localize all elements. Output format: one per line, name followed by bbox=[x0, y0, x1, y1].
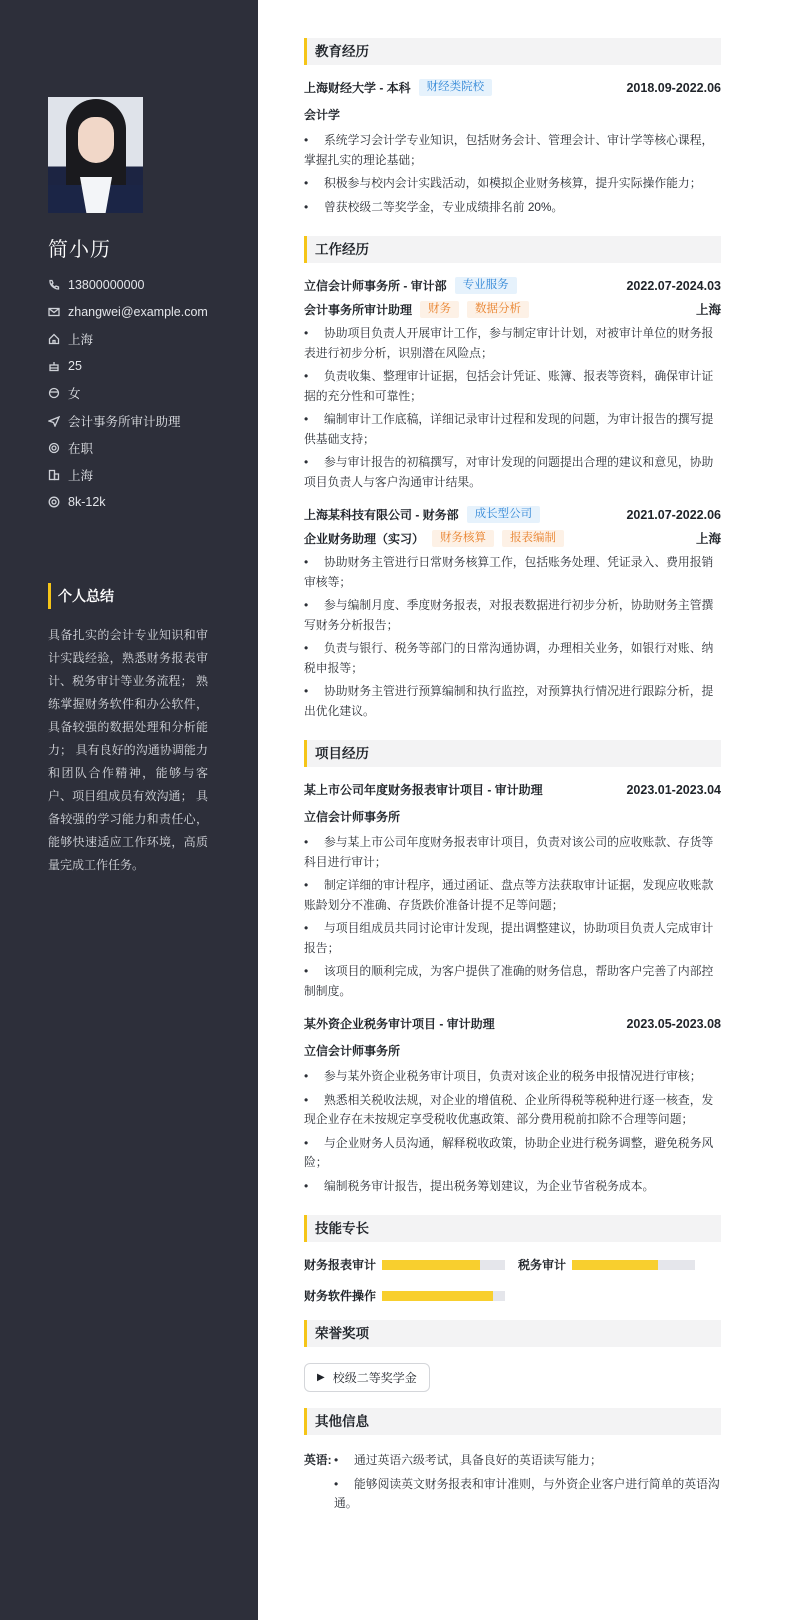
mail-icon bbox=[48, 306, 60, 318]
phone-icon bbox=[48, 279, 60, 291]
gear-icon bbox=[48, 442, 60, 454]
role-tag: 数据分析 bbox=[467, 301, 529, 318]
company-tag: 专业服务 bbox=[455, 277, 517, 294]
list-item: • 编制审计工作底稿，详细记录审计过程和发现的问题，为审计报告的撰写提供基础支持； bbox=[304, 410, 721, 449]
job-date: 2021.07-2022.06 bbox=[626, 507, 721, 522]
contact-status: 在职 bbox=[48, 434, 208, 461]
summary-text: 具备扎实的会计专业知识和审计实践经验，熟悉财务报表审计、税务审计等业务流程； 熟练掌握财务软件和办公软件，具备较强的数据处理和分析能力； 具有良好的沟通协调能力和团队合作精神，能够与客户、项目组成员有效沟通； 具备较强的学习能力和责任心，能够快速适应工作环境，高质量完成工作任务。 bbox=[48, 628, 208, 872]
cake-icon bbox=[48, 360, 60, 372]
education-major: 会计学 bbox=[304, 108, 341, 122]
list-item: • 能够阅读英文财务报表和审计准则，与外资企业客户进行简单的英语沟通。 bbox=[334, 1475, 721, 1514]
award-item[interactable] bbox=[304, 1363, 430, 1392]
job-bullets bbox=[304, 324, 721, 492]
job-row bbox=[304, 277, 721, 294]
role-row bbox=[304, 529, 721, 547]
building-icon bbox=[48, 469, 60, 481]
profile-photo bbox=[48, 97, 143, 213]
skill-bar bbox=[382, 1260, 505, 1270]
role-tag: 报表编制 bbox=[502, 530, 564, 547]
job-row bbox=[304, 506, 721, 523]
list-item: • 该项目的顺利完成，为客户提供了准确的财务信息，帮助客户完善了内部控制制度。 bbox=[304, 962, 721, 1001]
project-name: 某外资企业税务审计项目 - 审计助理 bbox=[304, 1017, 495, 1031]
role-row bbox=[304, 300, 721, 318]
skill-bar bbox=[382, 1291, 505, 1301]
education-bullets bbox=[304, 131, 721, 217]
play-icon: ▶ bbox=[317, 1372, 325, 1383]
list-item: • 曾获校级二等奖学金，专业成绩排名前 20%。 bbox=[304, 198, 721, 218]
list-item: • 参与编制月度、季度财务报表，对报表数据进行初步分析，协助财务主管撰写财务分析报告； bbox=[304, 596, 721, 635]
list-item: • 熟悉相关税收法规，对企业的增值税、企业所得税等税种进行逐一核查，发现企业存在未按规定享受税收优惠政策、部分费用税前扣除不合理等问题； bbox=[304, 1091, 721, 1130]
send-icon bbox=[48, 415, 60, 427]
list-item: • 参与审计报告的初稿撰写，对审计发现的问题提出合理的建议和意见，协助项目负责人与客户沟通审计结果。 bbox=[304, 453, 721, 492]
contact-phone: 13800000000 bbox=[48, 271, 208, 298]
project-row bbox=[304, 781, 721, 798]
award-name: 校级二等奖学金 bbox=[332, 1371, 417, 1385]
company-tag: 成长型公司 bbox=[467, 506, 541, 523]
list-item: • 制定详细的审计程序，通过函证、盘点等方法获取审计证据，发现应收账款账龄划分不准确、存货跌价准备计提不足等问题； bbox=[304, 876, 721, 915]
list-item: • 负责收集、整理审计证据，包括会计凭证、账簿、报表等资料，确保审计证据的充分性和可靠性； bbox=[304, 367, 721, 406]
list-item: • 系统学习会计学专业知识，包括财务会计、管理会计、审计学等核心课程，掌握扎实的理论基础； bbox=[304, 131, 721, 170]
home-icon bbox=[48, 333, 60, 345]
coin-icon bbox=[48, 496, 60, 508]
contact-address: 上海 bbox=[48, 325, 208, 352]
skill-name: 财务软件操作 bbox=[304, 1289, 377, 1303]
skills-list bbox=[304, 1256, 721, 1304]
job-bullets bbox=[304, 553, 721, 721]
list-item: • 积极参与校内会计实践活动，如模拟企业财务核算，提升实际操作能力； bbox=[304, 174, 721, 194]
skills-heading: 技能专长 bbox=[304, 1215, 721, 1242]
list-item: • 与企业财务人员沟通，解释税收政策，协助企业进行税务调整，避免税务风险； bbox=[304, 1134, 721, 1173]
other-bullets bbox=[334, 1451, 721, 1518]
company-name: 立信会计师事务所 - 审计部 bbox=[304, 279, 447, 293]
skill-item bbox=[304, 1287, 721, 1304]
role-tag: 财务 bbox=[420, 301, 459, 318]
other-info bbox=[304, 1451, 721, 1518]
main-content bbox=[304, 38, 721, 1518]
school-name: 上海财经大学 - 本科 bbox=[304, 81, 411, 95]
honors-heading: 荣誉奖项 bbox=[304, 1320, 721, 1347]
summary-title: 个人总结 bbox=[48, 583, 114, 609]
role-tag: 财务核算 bbox=[432, 530, 494, 547]
list-item: • 协助项目负责人开展审计工作，参与制定审计计划，对被审计单位的财务报表进行初步分析，识别潜在风险点； bbox=[304, 324, 721, 363]
work-heading: 工作经历 bbox=[304, 236, 721, 263]
contact-city: 上海 bbox=[48, 461, 208, 488]
skill-name: 财务报表审计 bbox=[304, 1258, 377, 1272]
project-bullets bbox=[304, 833, 721, 1001]
project-org: 立信会计师事务所 bbox=[304, 1044, 401, 1058]
project-date: 2023.01-2023.04 bbox=[626, 782, 721, 797]
project-date: 2023.05-2023.08 bbox=[626, 1016, 721, 1031]
education-heading: 教育经历 bbox=[304, 38, 721, 65]
list-item: • 参与某上市公司年度财务报表审计项目，负责对该公司的应收账款、存货等科目进行审计； bbox=[304, 833, 721, 872]
project-bullets bbox=[304, 1067, 721, 1196]
contact-position: 会计事务所审计助理 bbox=[48, 407, 208, 434]
skill-name: 税务审计 bbox=[518, 1258, 567, 1272]
skill-item bbox=[518, 1256, 695, 1273]
company-name: 上海某科技有限公司 - 财务部 bbox=[304, 508, 459, 522]
role-name: 会计事务所审计助理 bbox=[304, 302, 413, 317]
other-label: 英语: bbox=[304, 1453, 332, 1467]
list-item: • 通过英语六级考试，具备良好的英语读写能力； bbox=[334, 1451, 721, 1471]
list-item: • 编制税务审计报告，提出税务筹划建议，为企业节省税务成本。 bbox=[304, 1177, 721, 1197]
contact-email: zhangwei@example.com bbox=[48, 298, 208, 325]
sidebar bbox=[0, 0, 258, 1620]
list-item: • 与项目组成员共同讨论审计发现，提出调整建议，协助项目负责人完成审计报告； bbox=[304, 919, 721, 958]
candidate-name: 简小历 bbox=[48, 239, 111, 261]
contact-list bbox=[48, 271, 208, 516]
project-row bbox=[304, 1015, 721, 1032]
project-name: 某上市公司年度财务报表审计项目 - 审计助理 bbox=[304, 783, 543, 797]
job-location: 上海 bbox=[695, 303, 721, 317]
skill-item bbox=[304, 1256, 518, 1273]
education-row bbox=[304, 79, 721, 96]
list-item: • 协助财务主管进行日常财务核算工作，包括账务处理、凭证录入、费用报销审核等； bbox=[304, 553, 721, 592]
job-location: 上海 bbox=[695, 532, 721, 546]
project-org: 立信会计师事务所 bbox=[304, 810, 401, 824]
contact-salary: 8k-12k bbox=[48, 489, 208, 516]
list-item: • 负责与银行、税务等部门的日常沟通协调，办理相关业务，如银行对账、纳税申报等； bbox=[304, 639, 721, 678]
skill-bar bbox=[572, 1260, 695, 1270]
list-item: • 协助财务主管进行预算编制和执行监控，对预算执行情况进行跟踪分析，提出优化建议。 bbox=[304, 682, 721, 721]
contact-gender: 女 bbox=[48, 380, 208, 407]
role-name: 企业财务助理（实习） bbox=[304, 531, 425, 546]
contact-age: 25 bbox=[48, 353, 208, 380]
education-date: 2018.09-2022.06 bbox=[626, 80, 721, 95]
school-tag: 财经类院校 bbox=[419, 79, 493, 96]
gender-icon bbox=[48, 387, 60, 399]
other-heading: 其他信息 bbox=[304, 1408, 721, 1435]
list-item: • 参与某外资企业税务审计项目，负责对该企业的税务申报情况进行审核； bbox=[304, 1067, 721, 1087]
job-date: 2022.07-2024.03 bbox=[626, 278, 721, 293]
projects-heading: 项目经历 bbox=[304, 740, 721, 767]
